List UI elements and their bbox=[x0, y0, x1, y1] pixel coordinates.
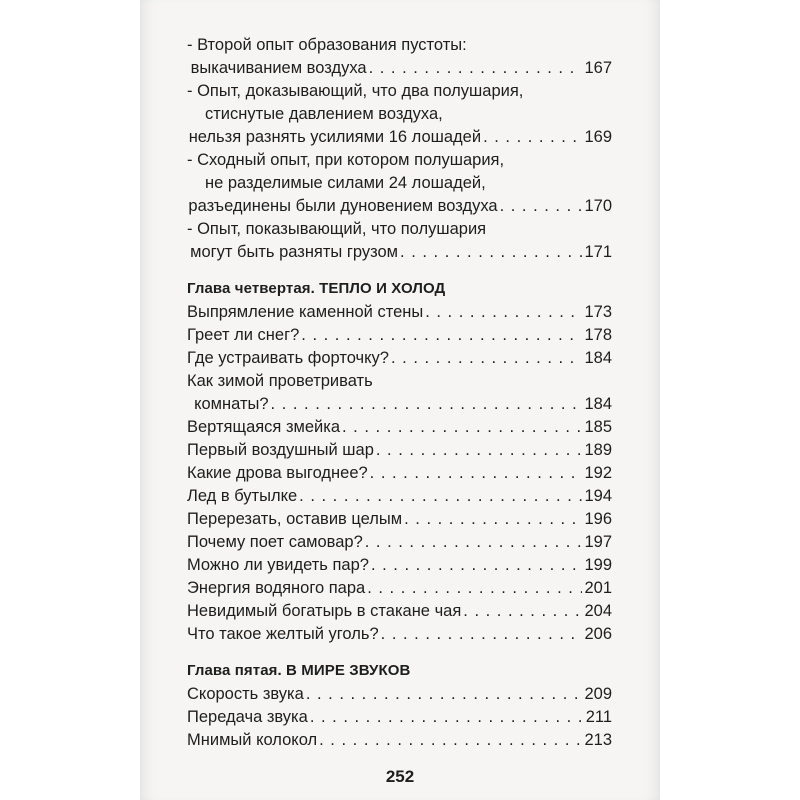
dot-leader bbox=[310, 706, 584, 729]
dot-leader bbox=[404, 508, 582, 531]
dot-leader bbox=[376, 439, 583, 462]
toc-page-number: 209 bbox=[584, 685, 612, 703]
toc-item bbox=[187, 485, 612, 508]
dot-leader bbox=[381, 623, 583, 646]
toc-item-title: Перерезать, оставив целым bbox=[187, 510, 403, 528]
dot-leader bbox=[319, 729, 582, 752]
toc-item-weight bbox=[187, 218, 612, 264]
toc-item-title: Выпрямление каменной стены bbox=[187, 303, 424, 321]
toc-page-number: 184 bbox=[584, 395, 612, 413]
page-number: 252 bbox=[385, 767, 415, 786]
toc-item bbox=[187, 439, 612, 462]
toc-item bbox=[187, 324, 612, 347]
toc-item-title: Какие дрова выгоднее? bbox=[187, 464, 368, 482]
toc-item-title: Энергия водяного пара bbox=[187, 579, 366, 597]
chapter-heading: Глава пятая. В МИРЕ ЗВУКОВ bbox=[187, 662, 411, 679]
dot-leader bbox=[342, 416, 582, 439]
toc-page-number: 206 bbox=[584, 625, 612, 643]
dot-leader bbox=[500, 195, 583, 218]
toc-item bbox=[187, 706, 612, 729]
dot-leader bbox=[371, 554, 583, 577]
dot-leader bbox=[425, 301, 582, 324]
toc-page-number: 196 bbox=[584, 510, 612, 528]
toc-item-title: Невидимый богатырь в стакане чая bbox=[187, 602, 462, 620]
toc-page-number: 184 bbox=[584, 349, 612, 367]
toc-item bbox=[187, 729, 612, 752]
toc-item-vacuum-pumping bbox=[187, 34, 612, 80]
toc-item-line: стиснутые давлением воздуха, bbox=[205, 105, 443, 123]
toc-item bbox=[187, 623, 612, 646]
dot-leader bbox=[271, 393, 583, 416]
toc-item-title: Первый воздушный шар bbox=[187, 441, 374, 459]
toc-item-line: могут быть разняты грузом bbox=[190, 243, 399, 261]
toc-page-number: 167 bbox=[584, 59, 612, 77]
dot-leader bbox=[367, 577, 582, 600]
toc-item-title: Лед в бутылке bbox=[187, 487, 298, 505]
toc-page-number: 192 bbox=[584, 464, 612, 482]
toc-page-number: 213 bbox=[584, 731, 612, 749]
toc-item-line: - Опыт, доказывающий, что два полушария, bbox=[187, 82, 524, 100]
toc-item-title: Почему поет самовар? bbox=[187, 533, 363, 551]
toc-item-title: Скорость звука bbox=[187, 685, 304, 703]
toc-item-title: Вертящаяся змейка bbox=[187, 418, 341, 436]
dot-leader bbox=[391, 347, 582, 370]
toc-page-number: 170 bbox=[584, 197, 612, 215]
toc-item-title: комнаты? bbox=[194, 395, 269, 413]
dot-leader bbox=[306, 683, 583, 706]
toc-item bbox=[187, 577, 612, 600]
toc-item bbox=[187, 683, 612, 706]
toc-page-number: 199 bbox=[584, 556, 612, 574]
dot-leader bbox=[400, 241, 582, 264]
toc-page-number: 178 bbox=[584, 326, 612, 344]
toc-page-number: 171 bbox=[584, 243, 612, 261]
toc-page-number: 197 bbox=[584, 533, 612, 551]
toc-item bbox=[187, 462, 612, 485]
toc-item-line: - Опыт, показывающий, что полушария bbox=[187, 220, 487, 238]
toc-item-title: Что такое желтый уголь? bbox=[187, 625, 379, 643]
toc-item-line: - Второй опыт образования пустоты: bbox=[187, 36, 467, 54]
toc-item-title: Мнимый колокол bbox=[187, 731, 318, 749]
toc-page-number: 201 bbox=[584, 579, 612, 597]
toc-item bbox=[187, 347, 612, 370]
toc-page-number: 189 bbox=[584, 441, 612, 459]
toc-item-line: нельзя разнять усилиями 16 лошадей bbox=[188, 128, 482, 146]
toc-page-number: 173 bbox=[584, 303, 612, 321]
toc-item-title: Греет ли снег? bbox=[187, 326, 300, 344]
dot-leader bbox=[463, 600, 582, 623]
toc-item-24-horses bbox=[187, 149, 612, 218]
toc-item-title: Можно ли увидеть пар? bbox=[187, 556, 369, 574]
toc-item bbox=[187, 600, 612, 623]
table-of-contents bbox=[187, 34, 612, 752]
dot-leader bbox=[299, 485, 582, 508]
toc-page-number: 169 bbox=[584, 128, 612, 146]
dot-leader bbox=[369, 57, 583, 80]
toc-page-number: 185 bbox=[584, 418, 612, 436]
toc-item bbox=[187, 301, 612, 324]
toc-item-line: не разделимые силами 24 лошадей, bbox=[205, 174, 486, 192]
toc-item-title: Где устраивать форточку? bbox=[187, 349, 389, 367]
dot-leader bbox=[301, 324, 582, 347]
toc-item bbox=[187, 508, 612, 531]
toc-page-number: 204 bbox=[584, 602, 612, 620]
toc-page-number: 194 bbox=[584, 487, 612, 505]
toc-item-title: Передача звука bbox=[187, 708, 308, 726]
toc-item bbox=[187, 416, 612, 439]
dot-leader bbox=[370, 462, 583, 485]
toc-item-16-horses bbox=[187, 80, 612, 149]
toc-item-title: Как зимой проветривать bbox=[187, 372, 373, 390]
toc-page-number: 211 bbox=[585, 708, 612, 726]
toc-item bbox=[187, 554, 612, 577]
dot-leader bbox=[483, 126, 582, 149]
chapter-heading: Глава четвертая. ТЕПЛО И ХОЛОД bbox=[187, 280, 446, 297]
toc-item-line: выкачиванием воздуха bbox=[190, 59, 367, 77]
toc-item-line: - Сходный опыт, при котором полушария, bbox=[187, 151, 505, 169]
toc-item bbox=[187, 531, 612, 554]
dot-leader bbox=[365, 531, 583, 554]
toc-item-line: разъединены были дуновением воздуха bbox=[188, 197, 498, 215]
toc-item bbox=[187, 370, 612, 416]
